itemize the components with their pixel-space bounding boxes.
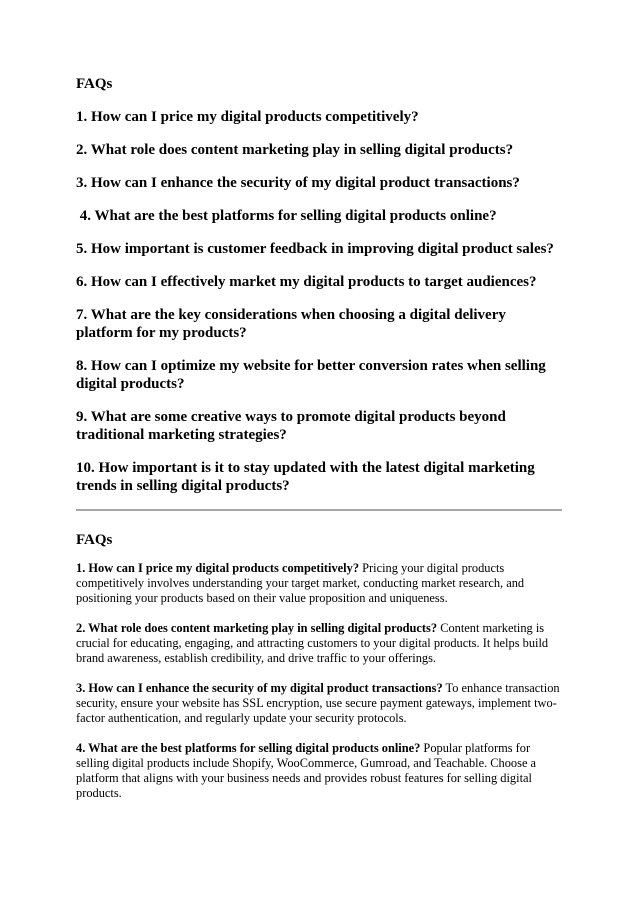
faq-answer-question: 4. What are the best platforms for selling digital products online? [76, 741, 421, 755]
faq-answer-item [76, 741, 566, 801]
faq-question-5: 5. How important is customer feedback in improving digital product sales? [76, 241, 554, 257]
faq-question-7: 7. What are the key considerations when choosing a digital delivery platform for my products? [76, 307, 510, 341]
faq-heading: FAQs [76, 76, 113, 92]
faq-question-6: 6. How can I effectively market my digital products to target audiences? [76, 274, 537, 290]
faq-answer-text: Popular platforms for selling digital products include Shopify, WooCommerce, Gumroad, and Teachable. Choose a platform that aligns with your business needs and provides robust features for selling digital products. [76, 741, 537, 800]
faq-answer-question: 3. How can I enhance the security of my digital product transactions? [76, 681, 443, 695]
faq-answer-item [76, 621, 566, 666]
faq-answers-heading: FAQs [76, 532, 113, 548]
faq-question-2: 2. What role does content marketing play in selling digital products? [76, 142, 514, 158]
faq-question-list [76, 75, 566, 510]
faq-answer-item [76, 561, 566, 606]
faq-question-3: 3. How can I enhance the security of my digital product transactions? [76, 175, 520, 191]
faq-question-4: 4. What are the best platforms for selling digital products online? [76, 208, 497, 224]
faq-answer-text: Pricing your digital products competitively involves understanding your target market, conducting market research, and positioning your products based on their value proposition and uniqueness. [76, 561, 525, 605]
faq-question-9: 9. What are some creative ways to promote digital products beyond traditional marketing strategies? [76, 409, 510, 443]
faq-answer-item [76, 681, 566, 726]
faq-answer-question: 1. How can I price my digital products competitively? [76, 561, 360, 575]
faq-question-10: 10. How important is it to stay updated with the latest digital marketing trends in selling digital products? [76, 460, 539, 494]
section-divider [76, 509, 562, 511]
faq-answer-list [76, 531, 566, 816]
faq-question-1: 1. How can I price my digital products competitively? [76, 109, 419, 125]
faq-answer-text: To enhance transaction security, ensure your website has SSL encryption, use secure payment gateways, implement two-factor authentication, and regularly update your security protocols. [76, 681, 560, 725]
faq-question-8: 8. How can I optimize my website for better conversion rates when selling digital products? [76, 358, 550, 392]
faq-answer-text: Content marketing is crucial for educating, engaging, and attracting customers to your digital products. It helps build brand awareness, establish credibility, and drive traffic to your offerings. [76, 621, 549, 665]
faq-answer-question: 2. What role does content marketing play in selling digital products? [76, 621, 438, 635]
